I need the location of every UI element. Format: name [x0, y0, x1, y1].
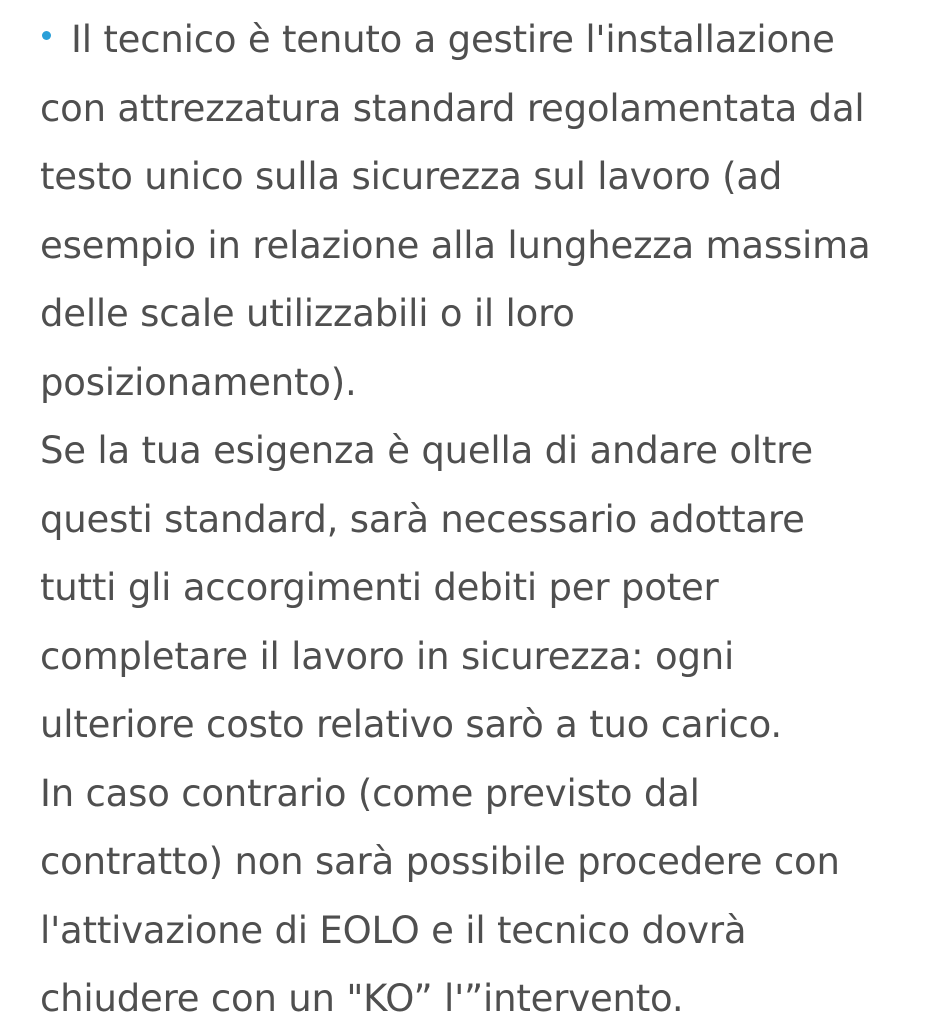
paragraph-line: questi standard, sarà necessario adottare	[40, 497, 805, 541]
paragraph-otherwise	[40, 760, 920, 1034]
bullet-line: posizionamento).	[40, 360, 357, 404]
bullet-line-text: Il tecnico è tenuto a gestire l'installazione	[71, 18, 835, 61]
document-body	[40, 6, 920, 1034]
paragraph-line: completare il lavoro in sicurezza: ogni	[40, 634, 735, 678]
paragraph-line: ulteriore costo relativo sarò a tuo carico.	[40, 703, 782, 746]
bullet-line: delle scale utilizzabili o il loro	[40, 292, 575, 335]
bullet-line: esempio in relazione alla lunghezza massima	[40, 223, 871, 267]
paragraph-line: contratto) non sarà possibile procedere con	[40, 840, 840, 883]
bullet-line: con attrezzatura standard regolamentata dal	[40, 86, 865, 130]
bullet-icon	[42, 31, 51, 40]
paragraph-line: In caso contrario (come previsto dal	[40, 771, 700, 815]
paragraph-line: chiudere con un "KO” l'”intervento.	[40, 977, 684, 1020]
paragraph-line: tutti gli accorgimenti debiti per poter	[40, 566, 719, 609]
paragraph-additional-costs	[40, 417, 920, 760]
bullet-item	[40, 6, 920, 417]
paragraph-line: Se la tua esigenza è quella di andare oltre	[40, 429, 813, 472]
bullet-line: testo unico sulla sicurezza sul lavoro (ad	[40, 155, 783, 198]
bullet-line	[40, 6, 920, 75]
paragraph-line: l'attivazione di EOLO e il tecnico dovrà	[40, 908, 747, 952]
